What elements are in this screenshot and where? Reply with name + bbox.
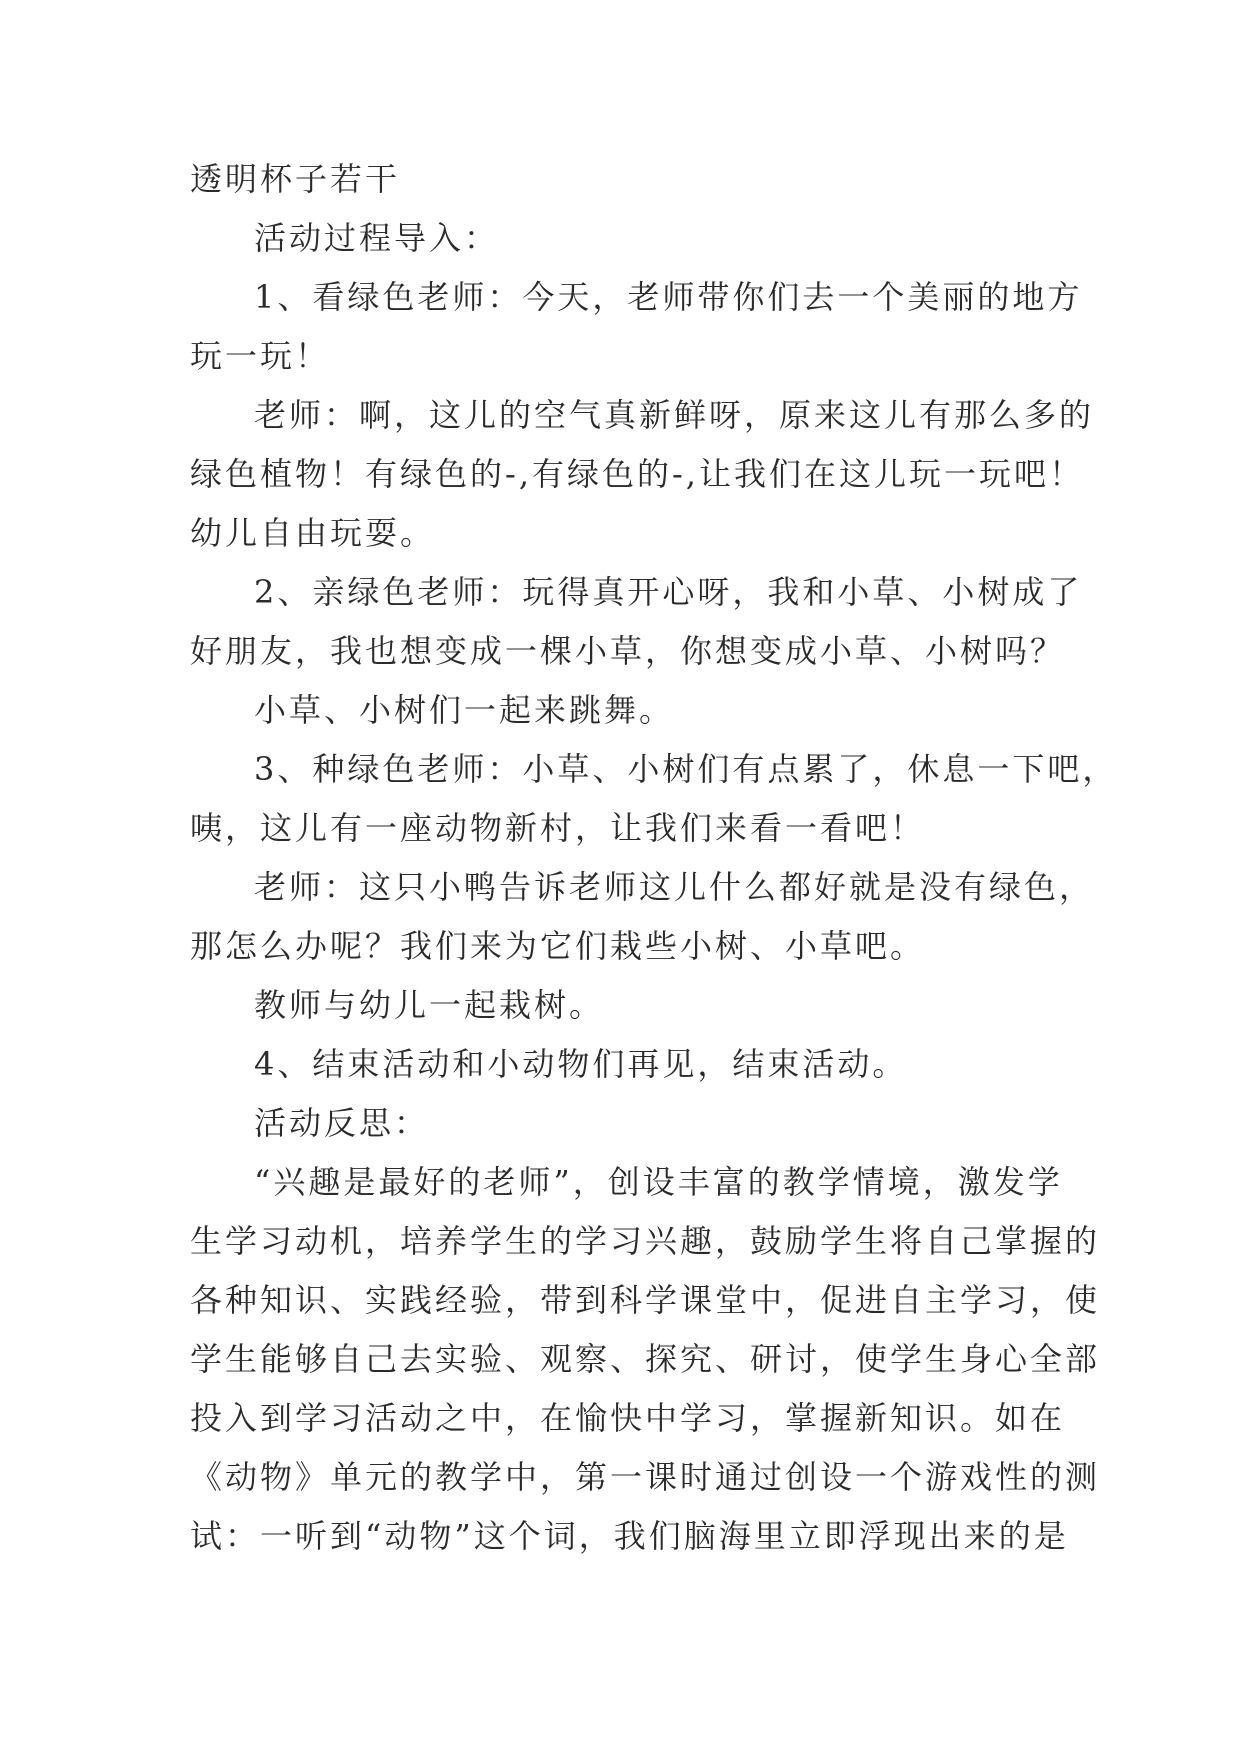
- text-line: 1、看绿色老师：今天，老师带你们去一个美丽的地方: [254, 278, 1083, 316]
- text-line: 活动过程导入：: [254, 219, 500, 257]
- text-line: 活动反思：: [254, 1104, 430, 1142]
- text-line: 小草、小树们一起来跳舞。: [254, 691, 675, 729]
- text-line: 《动物》单元的教学中，第一课时通过创设一个游戏性的测: [190, 1458, 1101, 1496]
- text-line: 学生能够自己去实验、观察、探究、研讨，使学生身心全部: [190, 1340, 1101, 1378]
- text-line: 幼儿自由玩耍。: [190, 514, 436, 552]
- text-line: 生学习动机，培养学生的学习兴趣，鼓励学生将自己掌握的: [190, 1222, 1101, 1260]
- document-body: [190, 150, 1118, 1566]
- text-line: 老师：这只小鸭告诉老师这儿什么都好就是没有绿色，: [254, 868, 1095, 906]
- text-line: 绿色植物！有绿色的-,有绿色的-,让我们在这儿玩一玩吧！: [190, 455, 1084, 493]
- text-line: 4、结束活动和小动物们再见，结束活动。: [254, 1045, 908, 1083]
- text-line: 玩一玩！: [190, 337, 331, 375]
- text-line: 好朋友，我也想变成一棵小草，你想变成小草、小树吗？: [190, 632, 1066, 670]
- text-line: 教师与幼儿一起栽树。: [254, 986, 605, 1024]
- text-line: 透明杯子若干: [190, 160, 401, 198]
- text-line: 咦，这儿有一座动物新村，让我们来看一看吧！: [190, 809, 926, 847]
- text-line: 2、亲绿色老师：玩得真开心呀，我和小草、小树成了: [254, 573, 1083, 611]
- text-line: 老师：啊，这儿的空气真新鲜呀，原来这儿有那么多的: [254, 396, 1095, 434]
- text-line: 各种知识、实践经验，带到科学课堂中，促进自主学习，使: [190, 1281, 1101, 1319]
- text-line: 那怎么办呢？我们来为它们栽些小树、小草吧。: [190, 927, 926, 965]
- text-line: 3、种绿色老师：小草、小树们有点累了，休息一下吧，: [254, 750, 1118, 788]
- text-line: 投入到学习活动之中，在愉快中学习，掌握新知识。如在: [190, 1399, 1066, 1437]
- text-line: 试：一听到“动物”这个词，我们脑海里立即浮现出来的是: [190, 1517, 1069, 1555]
- text-line: “兴趣是最好的老师”，创设丰富的教学情境，激发学: [254, 1163, 1063, 1201]
